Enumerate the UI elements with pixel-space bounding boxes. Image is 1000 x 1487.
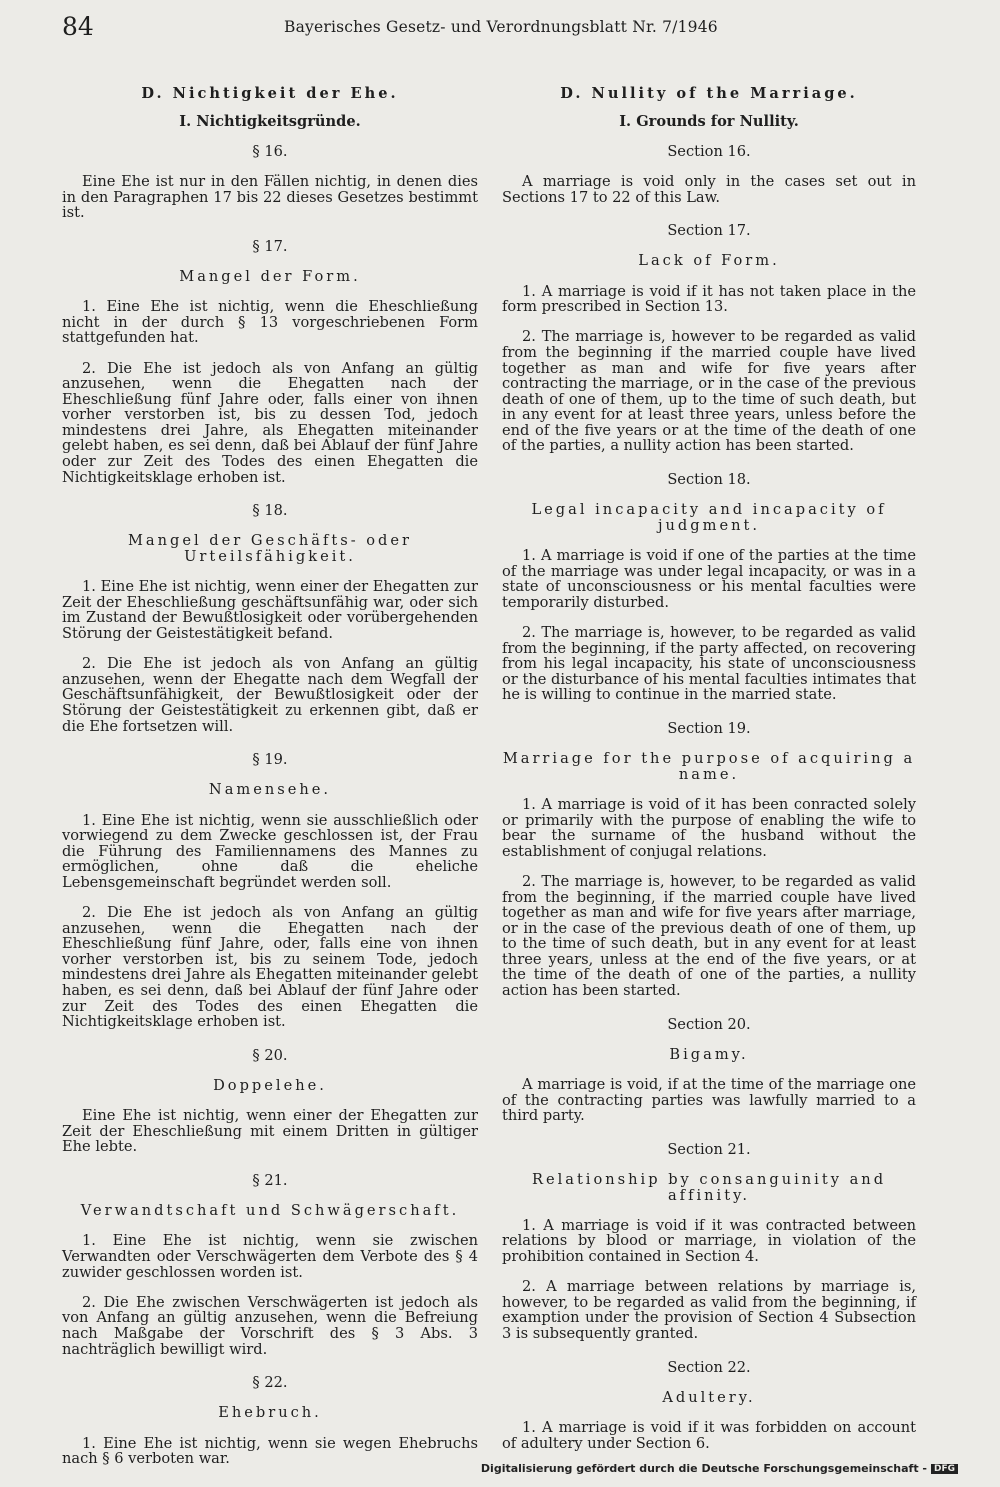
section-title: Mangel der Geschäfts- oder Urteilsfähigkeit. — [127, 532, 413, 566]
subpart-title-en: I. Grounds for Nullity. — [619, 112, 799, 130]
section-number: § 18. — [252, 502, 288, 520]
section-title: Adultery. — [662, 1388, 756, 1406]
section-title: Verwandtschaft und Schwägerschaft. — [80, 1202, 460, 1220]
paragraph: A marriage is void only in the cases set out in Sections 17 to 22 of this Law. — [502, 172, 916, 206]
paragraph: 2. Die Ehe ist jedoch als von Anfang an gültig anzusehen, wenn der Ehegatte nach dem Wegfall der Geschäftsunfähigkeit, der Bewußtlosigkeit oder der Störung der Geistestätigkeit zu erkennen gibt, daß er die Ehe fortsetzen will. — [62, 655, 478, 735]
section-22-en — [502, 1360, 916, 1452]
section-number: Section 18. — [667, 471, 751, 489]
section-number: § 21. — [252, 1172, 288, 1189]
section-17-de — [62, 239, 478, 486]
paragraph: 2. The marriage is, however to be regarded as valid from the beginning if the married couple have lived together as man and wife for five years after contracting the marriage, or in the case of the previous death of one of them, up to the time of such death, but in any event for at least three years, unless before the end of the five years or at the time of the death of one of the parties, a nullity action has been started. — [502, 328, 916, 455]
section-title: Legal incapacity and incapacity of judgment. — [531, 501, 887, 534]
section-17-en — [502, 223, 916, 454]
section-number: Section 19. — [667, 719, 751, 737]
paragraph: 2. The marriage is, however, to be regarded as valid from the beginning, if the party affected, on recovering from his legal incapacity, his state of unconsciousness or the disturbance of his mental faculties intimates that he is willing to continue in the married state. — [502, 624, 916, 704]
paragraph: 2. Die Ehe ist jedoch als von Anfang an gültig anzusehen, wenn die Ehegatten nach der Eheschließung fünf Jahre oder, falls einer von ihnen vorher verstorben ist, bis zu dessen Tod, jedoch mindestens drei Jahre, als Ehegatten miteinander gelebt haben, es sei denn, daß bei Ablauf der fünf Jahre oder zur Zeit des Todes des einen Ehegatten die Nichtigkeitsklage erhoben ist. — [62, 359, 478, 486]
paragraph: 1. A marriage is void if it was contracted between relations by blood or marriage, in violation of the prohibition contained in Section 4. — [502, 1216, 916, 1265]
section-number: § 17. — [252, 237, 288, 255]
subpart-title-de: I. Nichtigkeitsgründe. — [179, 112, 361, 130]
paragraph: 1. Eine Ehe ist nichtig, wenn sie ausschließlich oder vorwiegend zu dem Zwecke geschlossen ist, der Frau die Führung des Familiennamens des Mannes zu ermöglichen, ohne daß die eheliche Lebensgemeinschaft begründet werden soll. — [62, 811, 478, 891]
paragraph: A marriage is void, if at the time of the marriage one of the contracting parties was lawfully married to a third party. — [502, 1076, 916, 1125]
paragraph: 1. Eine Ehe ist nichtig, wenn sie zwischen Verwandten oder Verschwägerten dem Verbote des § 4 zuwider geschlossen worden ist. — [62, 1232, 478, 1281]
dfg-logo: DFG — [931, 1464, 958, 1474]
section-title: Lack of Form. — [638, 252, 780, 270]
paragraph: 1. Eine Ehe ist nichtig, wenn sie wegen Ehebruchs nach § 6 verboten war. — [62, 1434, 478, 1468]
running-title: Bayerisches Gesetz- und Verordnungsblatt Nr. 7/1946 — [284, 18, 718, 36]
section-title: Relationship by consanguinity and affinity. — [531, 1171, 887, 1204]
footer-text: Digitalisierung gefördert durch die Deutsche Forschungsgemeinschaft - — [480, 1462, 927, 1475]
section-19-en — [502, 721, 916, 999]
paragraph: 1. A marriage is void of it has been conracted solely or primarily with the purpose of enabling the wife to bear the surname of the husband without the establishment of conjugal relations. — [502, 795, 916, 860]
paragraph: 2. The marriage is, however, to be regarded as valid from the beginning, if the married couple have lived together as man and wife for five years after marriage, or in the case of the previous death of one of them, up to the time of such death, but in any event for at least three years, unless at the end of the five years, or at the time of the death of one of the parties, a nullity action has been started. — [502, 872, 916, 1000]
paragraph: 2. Die Ehe ist jedoch als von Anfang an gültig anzusehen, wenn die Ehegatten nach der Eheschließung fünf Jahre, oder, falls eine von ihnen vorher verstorben ist, bis zu seinem Tode, jedoch mindestens drei Jahre als Ehegatten miteinander gelebt haben, es sei denn, daß bei Ablauf der fünf Jahre oder zur Zeit des Todes des einen Ehegatten die Nichtigkeitsklage erhoben ist. — [62, 904, 478, 1031]
section-title: Marriage for the purpose of acquiring a name. — [502, 750, 916, 783]
section-title: Bigamy. — [669, 1045, 749, 1063]
section-18-en — [502, 472, 916, 703]
digitization-footer — [481, 1462, 958, 1475]
section-21-en — [502, 1142, 916, 1342]
paragraph: 1. A marriage is void if it was forbidden on account of adultery under Section 6. — [502, 1418, 916, 1452]
english-column — [502, 86, 916, 1469]
paragraph: 1. Eine Ehe ist nichtig, wenn einer der Ehegatten zur Zeit der Eheschließung geschäftsunfähig war, oder sich im Zustand der Bewußtlosigkeit oder vorübergehenden Störung der Geistestätigkeit befand. — [62, 578, 478, 642]
paragraph: Eine Ehe ist nur in den Fällen nichtig, in denen dies in den Paragraphen 17 bis 22 dieses Gesetzes bestimmt ist. — [62, 172, 478, 222]
section-title: Namensehe. — [208, 781, 332, 799]
section-number: Section 21. — [667, 1140, 751, 1158]
paragraph: 1. A marriage is void if it has not taken place in the form prescribed in Section 13. — [502, 282, 916, 316]
section-20-de — [62, 1048, 478, 1155]
section-number: Section 17. — [667, 222, 751, 240]
section-number: § 22. — [252, 1374, 288, 1392]
section-20-en — [502, 1017, 916, 1124]
section-title: Doppelehe. — [213, 1077, 327, 1095]
section-19-de — [62, 752, 478, 1030]
paragraph: 1. Eine Ehe ist nichtig, wenn die Eheschließung nicht in der durch § 13 vorgeschriebenen Form stattgefunden hat. — [62, 298, 478, 347]
section-number: Section 22. — [667, 1358, 751, 1376]
section-22-de — [62, 1375, 478, 1467]
section-number: Section 16. — [667, 142, 751, 160]
paragraph: Eine Ehe ist nichtig, wenn einer der Ehegatten zur Zeit der Eheschließung mit einem Dritten in gültiger Ehe lebte. — [62, 1107, 478, 1156]
section-21-de — [62, 1173, 478, 1357]
section-title: Mangel der Form. — [179, 267, 361, 285]
section-number: Section 20. — [667, 1015, 751, 1033]
paragraph: 2. A marriage between relations by marriage is, however, to be regarded as valid from the beginning, if examption under the provision of Section 4 Subsection 3 is subsequently granted. — [502, 1278, 916, 1342]
german-column — [62, 86, 478, 1485]
section-16-en — [502, 144, 916, 205]
section-number: § 20. — [252, 1046, 288, 1064]
part-title-en: D. Nullity of the Marriage. — [560, 85, 858, 102]
section-number: § 16. — [252, 142, 288, 160]
section-title: Ehebruch. — [218, 1404, 322, 1422]
paragraph: 2. Die Ehe zwischen Verschwägerten ist jedoch als von Anfang an gültig anzusehen, wenn die Befreiung nach Maßgabe der Vorschrift des § 3 Abs. 3 nachträglich bewilligt wird. — [62, 1293, 478, 1358]
section-number: § 19. — [252, 751, 288, 769]
part-title-de: D. Nichtigkeit der Ehe. — [141, 85, 399, 102]
page-header — [62, 12, 962, 42]
page-number: 84 — [62, 12, 94, 41]
paragraph: 1. A marriage is void if one of the parties at the time of the marriage was under legal incapacity, or was in a state of unconsciousness or his mental faculties were temporarily disturbed. — [502, 547, 916, 611]
section-18-de — [62, 503, 478, 734]
section-16-de — [62, 144, 478, 221]
